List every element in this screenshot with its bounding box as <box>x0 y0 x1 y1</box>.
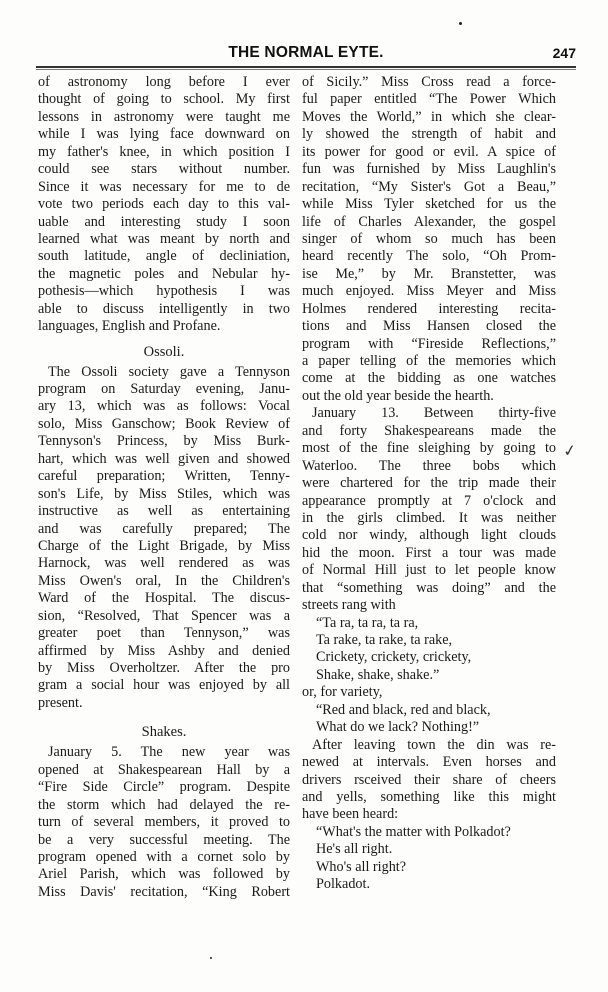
text-line: program opened with a cornet solo by <box>38 848 290 865</box>
header-rule-thin <box>36 69 576 70</box>
text-line: instructive as well as entertaining <box>38 503 290 520</box>
cheer-verse-1 <box>302 615 556 685</box>
running-header <box>36 44 576 64</box>
text-line: newed at intervals. Even horses and <box>302 754 556 771</box>
text-line: life of Charles Alexander, the gospel <box>302 213 556 230</box>
right-column <box>302 74 556 894</box>
text-line: Moves the World,” in which she clear- <box>302 108 556 125</box>
text-line: program on Saturday evening, Janu- <box>38 381 290 397</box>
text-line: uable and interesting study I soon <box>38 213 290 230</box>
verse-line: Crickety, crickety, crickety, <box>316 649 472 666</box>
text-line: Holmes rendered interesting recita- <box>302 300 556 317</box>
text-line: tions and Miss Hansen closed the <box>302 318 556 335</box>
cheer-verse-2 <box>302 702 556 737</box>
text-line: come at the bidding as one watches <box>302 370 556 387</box>
text-line: its power for good or evil. A spice of <box>302 143 556 160</box>
text-line: January 13. Between thirty-five <box>312 405 556 422</box>
checkmark-icon: ✓ <box>561 440 578 461</box>
text-line: The Ossoli society gave a Tennyson <box>48 363 290 380</box>
text-line: able to discuss intelligently in two <box>38 300 290 317</box>
text-line: be a very successful meeting. The <box>38 831 290 848</box>
text-line: son's Life, by Miss Stiles, which was <box>38 485 290 502</box>
text-line: were chartered for the trip made their <box>302 475 556 492</box>
sicily-paragraph <box>302 74 556 405</box>
text-line: Charge of the Light Brigade, by Miss <box>38 537 290 554</box>
left-column <box>38 74 290 901</box>
text-line: Ariel Parish, which was followed by <box>38 866 290 883</box>
text-line: sion, “Resolved, That Spencer was a <box>38 607 290 624</box>
verse-line: Shake, shake, shake.” <box>316 666 440 683</box>
interlude-line: or, for variety, <box>302 684 383 701</box>
text-line: by Miss Overholtzer. After the pro <box>38 660 290 676</box>
text-line: and forty Shakespeareans made the <box>302 422 556 439</box>
text-line: heard recently The solo, “Oh Prom- <box>302 248 556 265</box>
verse-line: What do we lack? Nothing!” <box>316 719 480 736</box>
text-line: opened at Shakespearean Hall by a <box>38 761 290 778</box>
text-line: drivers rsceived their share of cheers <box>302 771 556 788</box>
text-line: Since it was necessary for me to de <box>38 178 290 195</box>
text-line: south latitude, angle of decliniation, <box>38 248 290 265</box>
text-line: most of the fine sleighing by going to <box>302 440 556 457</box>
text-line: lessons in astronomy were taught me <box>38 108 290 125</box>
header-rule <box>36 66 576 68</box>
shakes-paragraph <box>38 744 290 901</box>
publication-title: THE NORMAL EYTE. <box>228 44 384 61</box>
text-line: gram a social hour was enjoyed by all <box>38 677 290 694</box>
text-line: ful paper entitled “The Power Which <box>302 91 556 108</box>
sleighing-paragraph <box>302 405 556 614</box>
text-line: After leaving town the din was re- <box>312 736 556 753</box>
text-line: January 5. The new year was <box>48 744 290 761</box>
section-heading-ossoli: Ossoli. <box>143 343 185 360</box>
text-line: my father's knee, in which position I <box>38 143 290 160</box>
section-heading-shakes: Shakes. <box>141 724 187 741</box>
text-line: and yells, something like this might <box>302 788 556 805</box>
astronomy-paragraph <box>38 74 290 336</box>
verse-line: Who's all right? <box>316 858 407 875</box>
ink-speck <box>210 957 212 959</box>
text-line: a paper telling of the memories which <box>302 353 556 369</box>
text-line: cold nor windy, although light clouds <box>302 527 556 544</box>
text-line: while I was lying face downward on <box>38 126 290 143</box>
text-line: turn of several members, it proved to <box>38 814 290 831</box>
text-line: ly showed the strength of habit and <box>302 126 556 143</box>
text-line: vote two periods each day to this val- <box>38 196 290 213</box>
page-number: 247 <box>552 45 576 61</box>
text-line: of Sicily.” Miss Cross read a force- <box>302 74 556 90</box>
text-line: appearance promptly at 7 o'clock and <box>302 492 556 509</box>
text-line: program with “Fireside Reflections,” <box>302 335 556 352</box>
text-line: Harnock, was well rendered as was <box>38 555 290 572</box>
text-line: of astronomy long before I ever <box>38 74 290 90</box>
text-line: recitation, “My Sister's Got a Beau,” <box>302 178 556 195</box>
verse-line: He's all right. <box>316 841 393 858</box>
text-line: “Fire Side Circle” program. Despite <box>38 779 290 796</box>
text-line: Miss Owen's oral, In the Children's <box>38 572 290 589</box>
text-line: present. <box>38 694 83 711</box>
text-line: solo, Miss Ganschow; Book Review of <box>38 415 290 432</box>
text-line: in the girls climbed. It was neither <box>302 509 556 526</box>
text-line: while Miss Tyler sketched for us the <box>302 196 556 213</box>
text-line: the magnetic poles and Nebular hy- <box>38 265 290 282</box>
text-line: that “something was doing” and the <box>302 579 556 596</box>
text-line: languages, English and Profane. <box>38 318 221 335</box>
verse-line: “Red and black, red and black, <box>316 701 491 718</box>
text-line: streets rang with <box>302 597 396 614</box>
text-line: could see stars without number. <box>38 161 290 178</box>
text-line: Miss Davis' recitation, “King Robert <box>38 883 290 900</box>
text-line: ise Me,” by Mr. Branstetter, was <box>302 265 556 282</box>
cheer-verse-3 <box>302 824 556 894</box>
text-line: pothesis—which hypothesis I was <box>38 283 290 300</box>
text-line: learned what was meant by north and <box>38 230 290 247</box>
verse-line: Polkadot. <box>316 876 370 893</box>
text-line: Tennyson's Princess, by Miss Burk- <box>38 433 290 450</box>
text-line: hid the moon. First a tour was made <box>302 544 556 561</box>
text-line: ary 13, which was as follows: Vocal <box>38 398 290 415</box>
text-line: the storm which had delayed the re- <box>38 796 290 813</box>
text-line: Ward of the Hospital. The discus- <box>38 590 290 607</box>
verse-line: Ta rake, ta rake, ta rake, <box>316 632 453 648</box>
text-line: of Normal Hill just to let people know <box>302 562 556 579</box>
text-line: greater poet than Tennyson,” was <box>38 625 290 642</box>
ink-speck <box>459 22 462 25</box>
verse-line: “Ta ra, ta ra, ta ra, <box>316 614 419 631</box>
text-line: careful preparation; Written, Tenny- <box>38 468 290 485</box>
text-line: hart, which was well given and showed <box>38 450 290 467</box>
text-line: singer of whom so much has been <box>302 230 556 247</box>
text-line: and was carefully prepared; The <box>38 520 290 537</box>
text-line: have been heard: <box>302 806 399 823</box>
text-line: out the old year beside the hearth. <box>302 387 494 404</box>
text-line: affirmed by Miss Ashby and denied <box>38 642 290 659</box>
verse-line: “What's the matter with Polkadot? <box>316 823 511 840</box>
text-line: Waterloo. The three bobs which <box>302 457 556 474</box>
text-line: thought of going to school. My first <box>38 91 290 108</box>
ossoli-paragraph <box>38 364 290 713</box>
text-line: fun was furnished by Miss Laughlin's <box>302 161 556 178</box>
return-paragraph <box>302 737 556 824</box>
text-line: much enjoyed. Miss Meyer and Miss <box>302 283 556 300</box>
